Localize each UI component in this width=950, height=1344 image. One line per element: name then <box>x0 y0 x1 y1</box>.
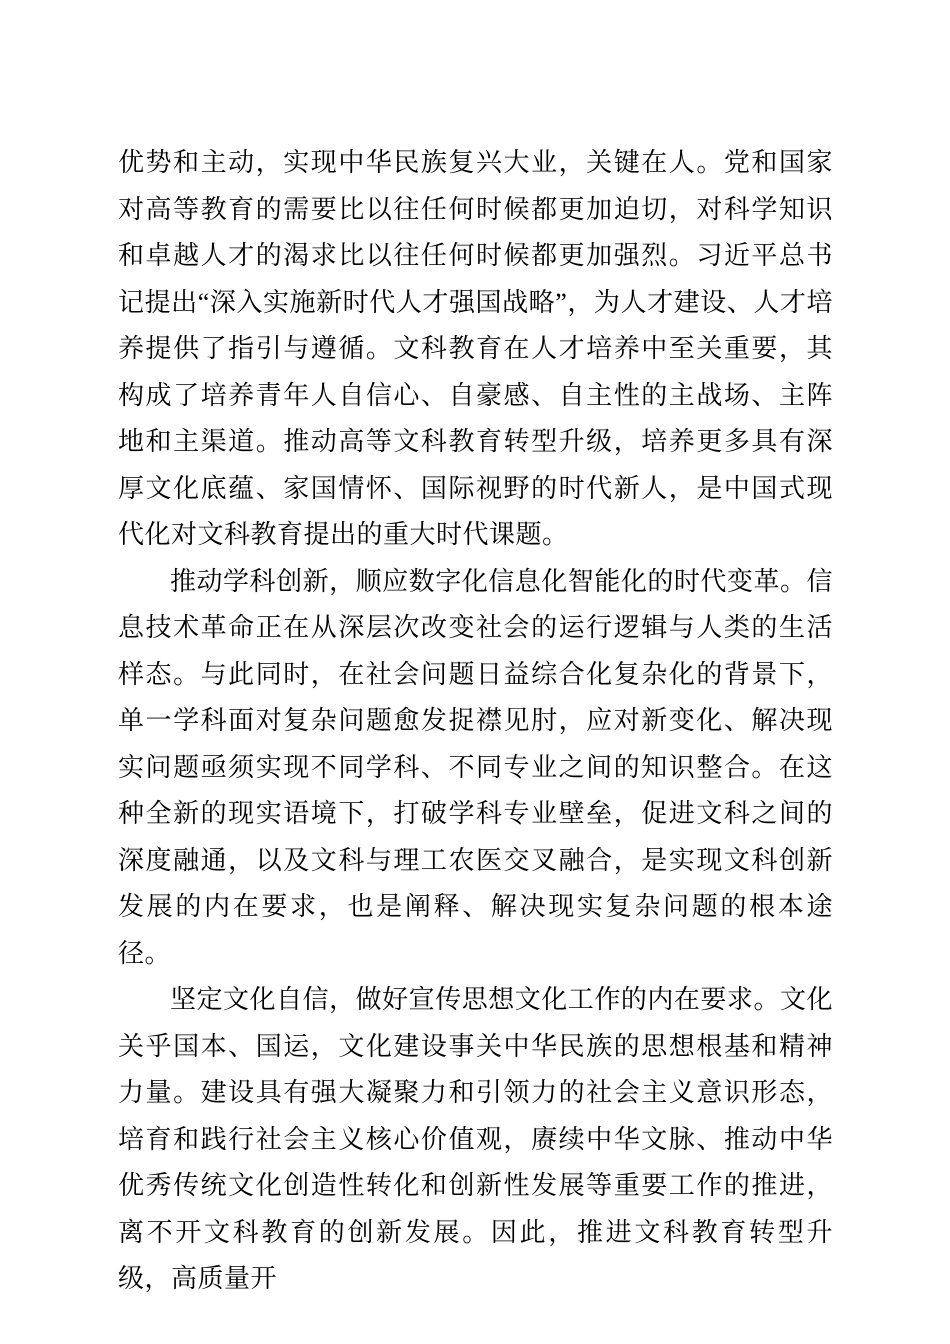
paragraph-continuation: 优势和主动，实现中华民族复兴大业，关键在人。党和国家对高等教育的需要比以往任何时候都更加迫切，对科学知识和卓越人才的渴求比以往任何时候都更加强烈。习近平总书记提出“深入实施新时代人才强国战略”，为人才建设、人才培养提供了指引与遵循。文科教育在人才培养中至关重要，其构成了培养青年人自信心、自豪感、自主性的主战场、主阵地和主渠道。推动高等文科教育转型升级，培养更多具有深厚文化底蕴、家国情怀、国际视野的时代新人，是中国式现代化对文科教育提出的重大时代课题。 <box>118 148 833 549</box>
paragraph-discipline-innovation: 推动学科创新，顺应数字化信息化智能化的时代变革。信息技术革命正在从深层次改变社会的运行逻辑与人类的生活样态。与此同时，在社会问题日益综合化复杂化的背景下，单一学科面对复杂问题愈发捉襟见肘，应对新变化、解决现实问题亟须实现不同学科、不同专业之间的知识整合。在这种全新的现实语境下，打破学科专业壁垒，促进文科之间的深度融通，以及文科与理工农医交叉融合，是实现文科创新发展的内在要求，也是阐释、解决现实复杂问题的根本途径。 <box>118 566 833 968</box>
document-body <box>118 140 833 1303</box>
paragraph-cultural-confidence: 坚定文化自信，做好宣传思想文化工作的内在要求。文化关乎国本、国运，文化建设事关中华民族的思想根基和精神力量。建设具有强大凝聚力和引领力的社会主义意识形态，培育和践行社会主义核心价值观，赓续中华文脉、推动中华优秀传统文化创造性转化和创新性发展等重要工作的推进，离不开文科教育的创新发展。因此，推进文科教育转型升级，高质量开 <box>118 985 833 1293</box>
